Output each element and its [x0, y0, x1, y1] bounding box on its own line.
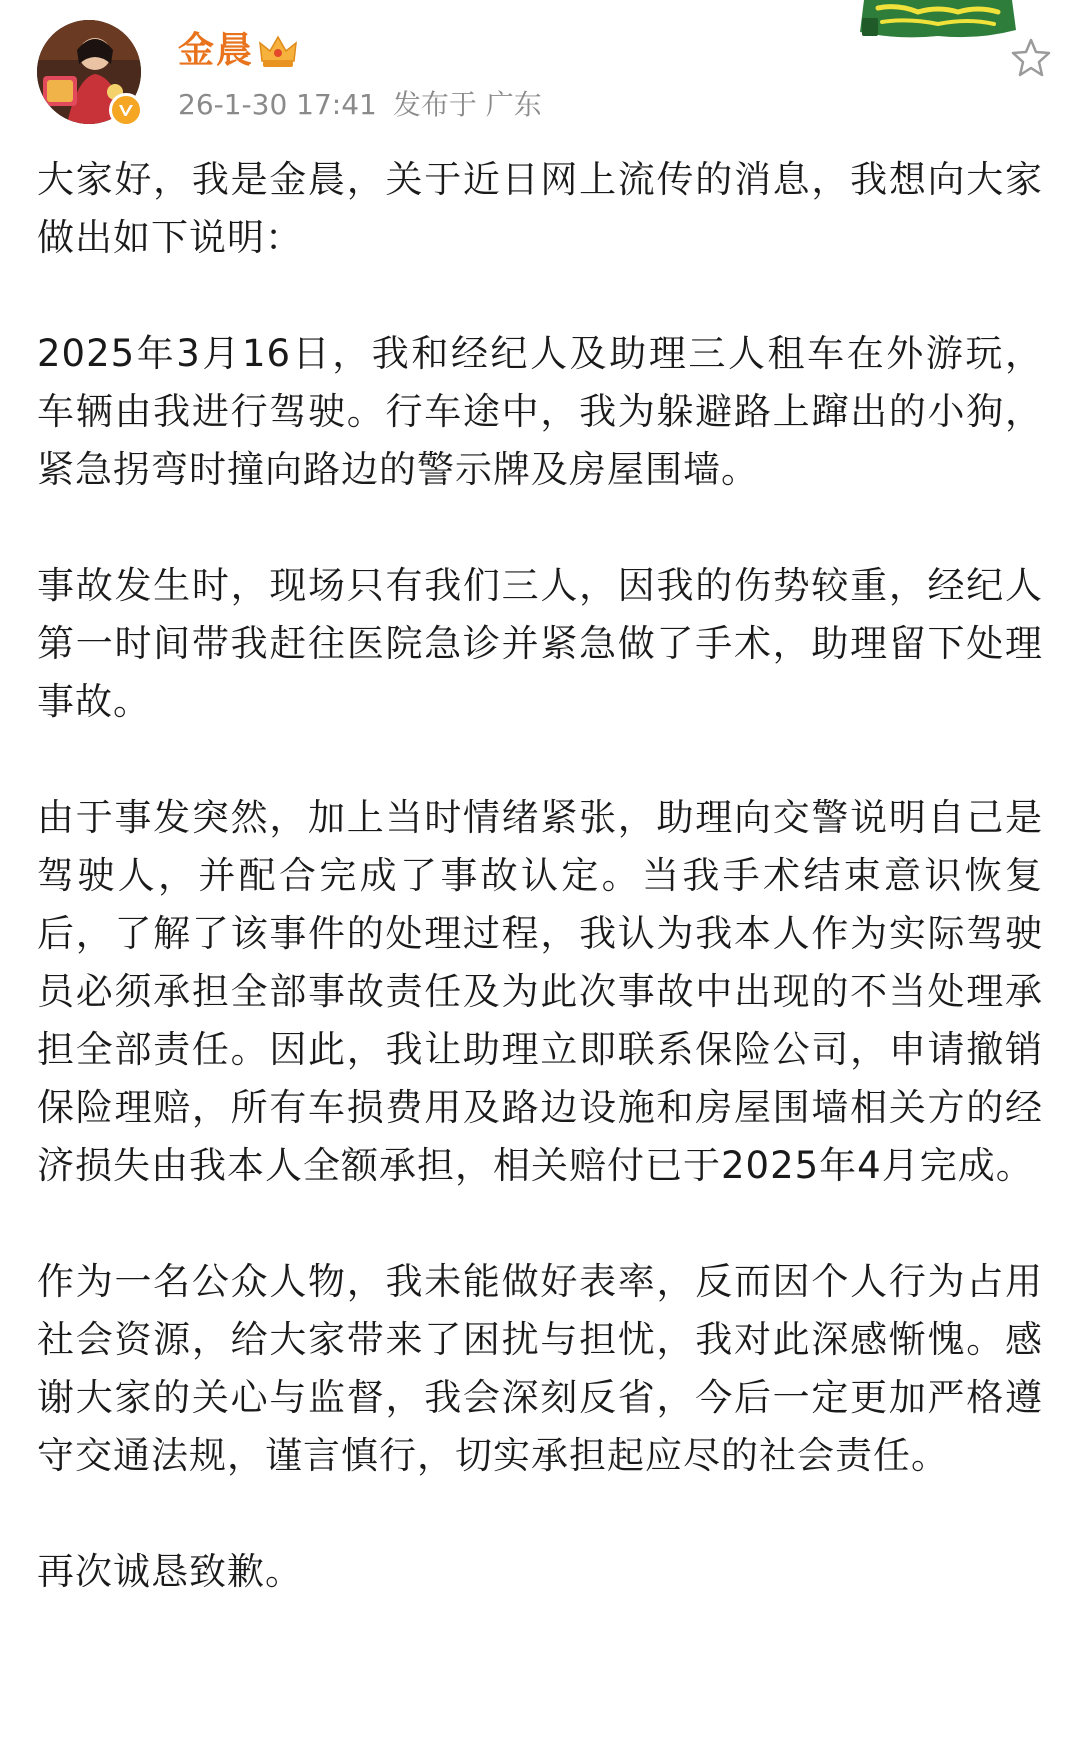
post-paragraph: 大家好，我是金晨，关于近日网上流传的消息，我想向大家做出如下说明： — [37, 158, 1043, 259]
green-tag-sticker-icon — [858, 0, 1018, 42]
post-paragraph: 由于事发突然，加上当时情绪紧张，助理向交警说明自己是驾驶人，并配合完成了事故认定。当我手术结束意识恢复后，了解了该事件的处理过程，我认为我本人作为实际驾驶员必须承担全部事故责任及为此次事故中出现的不当处理承担全部责任。因此，我让助理立即联系保险公司，申请撤销保险理赔，所有车损费用及路边设施和房屋围墙相关方的经济损失由我本人全额承担，相关赔付已于2025年4月完成。 — [37, 796, 1043, 1187]
post-paragraph: 2025年3月16日，我和经纪人及助理三人租车在外游玩，车辆由我进行驾驶。行车途中，我为躲避路上蹿出的小狗，紧急拐弯时撞向路边的警示牌及房屋围墙。 — [37, 332, 1043, 491]
post-meta — [178, 85, 542, 125]
post-body — [37, 151, 1043, 1601]
post-paragraph: 作为一名公众人物，我未能做好表率，反而因个人行为占用社会资源，给大家带来了困扰与担忧，我对此深感惭愧。感谢大家的关心与监督，我会深刻反省，今后一定更加严格遵守交通法规，谨言慎行，切实承担起应尽的社会责任。 — [37, 1260, 1043, 1477]
star-icon[interactable] — [1010, 36, 1052, 78]
post-paragraph: 事故发生时，现场只有我们三人，因我的伤势较重，经纪人第一时间带我赶往医院急诊并紧急做了手术，助理留下处理事故。 — [37, 564, 1043, 723]
author-name[interactable]: 金晨 — [178, 30, 255, 71]
crown-icon[interactable] — [258, 33, 298, 69]
verified-badge — [109, 93, 143, 127]
verified-v-icon — [112, 96, 140, 124]
post-header — [0, 0, 1080, 150]
post-location: 发布于 广东 — [392, 88, 542, 121]
post-time: 26-1-30 17:41 — [178, 88, 377, 121]
post-paragraph: 再次诚恳致歉。 — [37, 1550, 303, 1593]
